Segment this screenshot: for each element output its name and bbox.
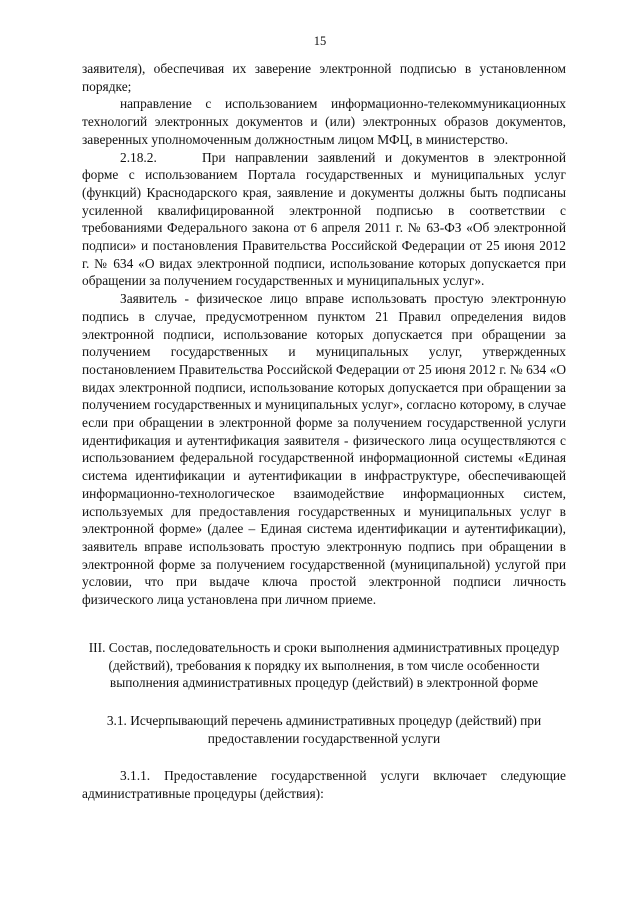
paragraph-clause-2-18-2 bbox=[82, 149, 566, 291]
document-body bbox=[82, 60, 566, 803]
paragraph-mfc-transfer: направление с использованием информационно-телекоммуникационных технологий электронных документов и (или) электронных образов документов, заверенных уполномоченным должностным лицом МФЦ, в министерство. bbox=[82, 96, 566, 147]
paragraph-simple-signature: Заявитель - физическое лицо вправе использовать простую электронную подпись в случае, предусмотренном пунктом 21 Правил определения видов электронной подписи, использование которых допускается при обращении за получением государственных и муниципальных услуг, утвержденных постановлением Правительства Российской Федерации от 25 июня 2012 г. № 634 «О видах электронной подписи, использование которых допускается при обращении за получением государственных и муниципальных услуг», согласно которому, в случае если при обращении в электронной форме за получением государственной услуги идентификация и аутентификация заявителя - физического лица осуществляются с использованием федеральной государственной информационной системы «Единая система идентификации и аутентификации в инфраструктуре, обеспечивающей информационно-технологическое взаимодействие информационных систем, используемых для предоставления государственных и муниципальных услуг в электронной форме» (далее – Единая система идентификации и аутентификации), заявитель вправе использовать простую электронную подпись при обращении в электронной форме за получением государственной (муниципальной) услугой при условии, что при выдаче ключа простой электронной подписи личность физического лица установлена при личном приеме. bbox=[82, 291, 566, 608]
section-heading: III. Состав, последовательность и сроки выполнения административных процедур (действий), требования к порядку их выполнения, в том числе особенности выполнения административных процедур (действий) в электронной форме bbox=[88, 639, 560, 691]
clause-text: При направлении заявлений и документов в электронной форме с использованием Портала государственных и муниципальных услуг (функций) Краснодарского края, заявление и документы должны быть подписаны усиленной квалифицированной электронной подписью в соответствии с требованиями Федерального закона от 6 апреля 2011 г. № 63-ФЗ «Об электронной подписи» и постановления Правительства Российской Федерации от 25 июня 2012 г. № 634 «О видах электронной подписи, использование которых допускается при обращении за получением государственных и муниципальных услуг». bbox=[82, 149, 566, 289]
paragraph-clause-3-1-1: 3.1.1. Предоставление государственной услуги включает следующие административные процедуры (действия): bbox=[82, 768, 566, 802]
clause-number: 2.18.2. bbox=[120, 149, 157, 165]
paragraph-continuation: заявителя), обеспечивая их заверение электронной подписью в установленном порядке; bbox=[82, 61, 566, 94]
page-number: 15 bbox=[313, 34, 327, 48]
subsection-heading: 3.1. Исчерпывающий перечень административных процедур (действий) при предоставлении государственной услуги bbox=[106, 712, 542, 746]
